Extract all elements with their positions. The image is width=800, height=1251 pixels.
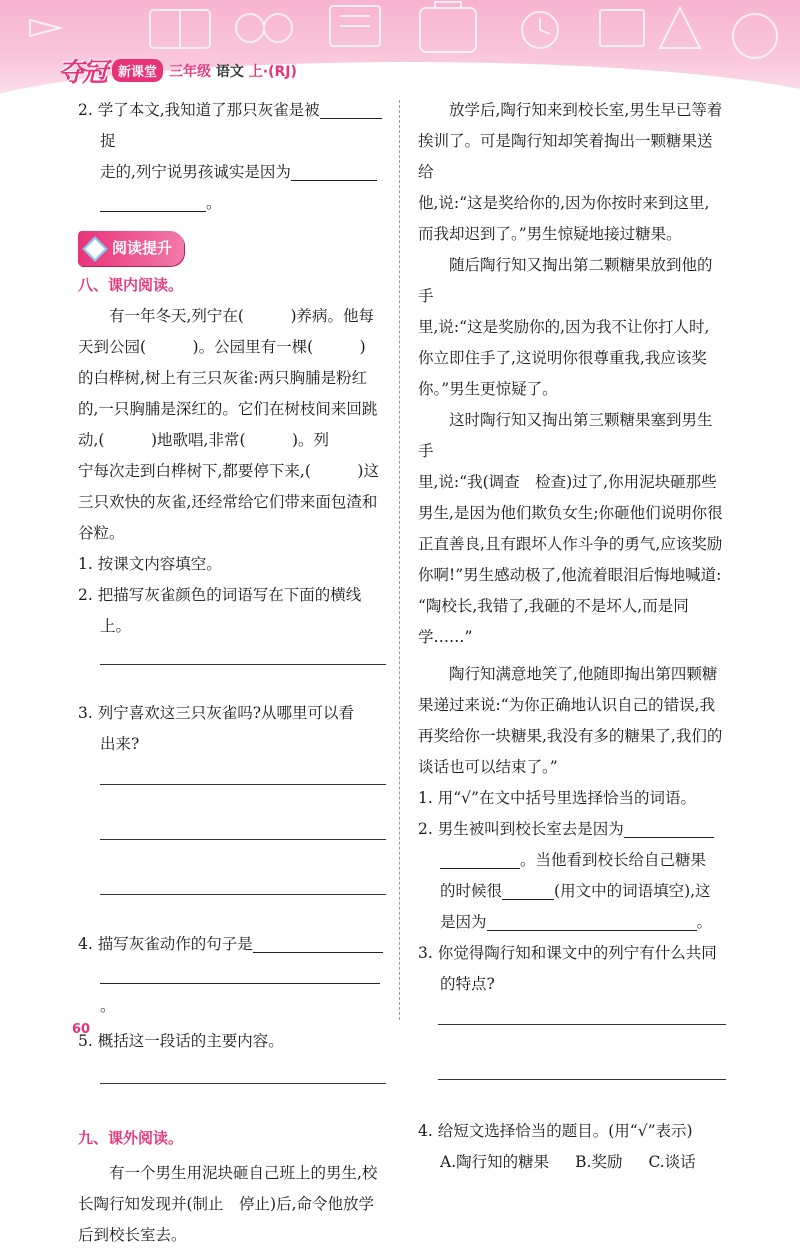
badge-label: 阅读提升 <box>112 239 173 257</box>
passage-2 <box>78 1158 386 1251</box>
passage-line: 果递过来说:“为你正确地认识自己的错误,我 <box>418 696 716 714</box>
answer-blank[interactable] <box>487 912 697 931</box>
q3-text-b: 的特点? <box>440 975 495 993</box>
right-question-4: 4. 给短文选择恰当的题目。(用“√”表示) <box>418 1122 693 1140</box>
q3-text-a: 3. 列宁喜欢这三只灰雀吗?从哪里可以看 <box>78 704 355 722</box>
answer-line-box[interactable] <box>418 1024 726 1055</box>
q3-text-b: 出来? <box>100 735 140 753</box>
right-column <box>418 95 726 1178</box>
passage-line: 宁每次走到白桦树下,都要停下来,( )这 <box>78 462 379 480</box>
subject-label: 语文 <box>215 63 244 80</box>
passage-line: 放学后,陶行知来到校长室,男生早已等着 <box>449 101 723 119</box>
passage-line: 随后陶行知又掏出第二颗糖果放到他的手 <box>418 256 713 305</box>
passage-line: 再奖给你一块糖果,我没有多的糖果了,我们的 <box>418 727 723 745</box>
q4-text: 4. 描写灰雀动作的句子是 <box>78 935 253 953</box>
passage-line: 而我却迟到了。”男生惊疑地接过糖果。 <box>418 225 682 243</box>
passage-line: 他,说:“这是奖给你的,因为你按时来到这里, <box>418 194 710 212</box>
answer-line-box[interactable] <box>78 894 386 925</box>
q2-text-c: 走的,列宁说男孩诚实是因为 <box>100 163 291 181</box>
q2-end: 。 <box>696 913 713 931</box>
right-question-3 <box>418 938 726 1000</box>
answer-blank[interactable] <box>291 162 377 181</box>
passage-line: 的,一只胸脯是深红的。它们在树枝间来回跳 <box>78 400 378 418</box>
passage-line: 动,( )地歌唱,非常( )。列 <box>78 431 330 449</box>
passage-line: 陶行知满意地笑了,他随即掏出第四颗糖 <box>449 665 718 683</box>
passage-line: 有一个男生用泥块砸自己班上的男生,校 <box>109 1164 378 1182</box>
answer-blank[interactable] <box>100 965 380 984</box>
answer-blank[interactable] <box>100 193 206 212</box>
left-question-1: 1. 按课文内容填空。 <box>78 555 222 573</box>
passage-2-continued <box>418 95 726 783</box>
answer-line-box[interactable] <box>78 839 386 870</box>
title-options <box>418 1147 726 1178</box>
passage-line: 男生,是因为他们欺负女生;你砸他们说明你很 <box>418 504 723 522</box>
section-8-title: 八、课内阅读。 <box>78 276 184 294</box>
brand-title: 夺冠 <box>58 58 107 88</box>
q2-text-d: (用文中的词语填空),这 <box>554 882 711 900</box>
answer-blank[interactable] <box>502 881 554 900</box>
section-9-title: 九、课外阅读。 <box>78 1129 184 1147</box>
q2-end: 。 <box>206 194 222 212</box>
option-b[interactable]: B.奖励 <box>575 1153 623 1171</box>
passage-line: 正直善良,且有跟坏人作斗争的勇气,应该奖励 <box>418 535 723 553</box>
passage-line: 这时陶行知又掏出第三颗糖果塞到男生手 <box>418 411 713 460</box>
passage-line: 有一年冬天,列宁在( )养病。他每 <box>109 307 375 325</box>
passage-line: 的白桦树,树上有三只灰雀:两只胸脯是粉红 <box>78 369 368 387</box>
passage-line: 长陶行知发现并(制止 停止)后,命令他放学 <box>78 1195 375 1213</box>
passage-1 <box>78 301 386 549</box>
q2-text-a: 2. 学了本文,我知道了那只灰雀是被 <box>78 101 320 119</box>
answer-blank[interactable] <box>624 819 714 838</box>
q2-text-b: 捉 <box>100 132 116 150</box>
passage-line: 学……” <box>418 628 473 646</box>
answer-line-box[interactable] <box>78 1083 386 1117</box>
q4-end: 。 <box>100 997 116 1015</box>
answer-blank[interactable] <box>253 934 383 953</box>
header-banner <box>0 0 800 110</box>
left-question-2b: 2. 把描写灰雀颜色的词语写在下面的横线上。 <box>78 586 362 635</box>
left-column <box>78 95 386 1251</box>
passage-line: 挨训了。可是陶行知却笑着掏出一颗糖果送给 <box>418 132 713 181</box>
passage-line: 谷粒。 <box>78 524 125 542</box>
column-divider <box>399 100 400 1020</box>
answer-line-box[interactable] <box>78 784 386 815</box>
right-question-2 <box>418 814 726 938</box>
left-question-3 <box>78 698 386 760</box>
q3-text-a: 3. 你觉得陶行知和课文中的列宁有什么共同 <box>418 944 717 962</box>
passage-line: “陶校长,我错了,我砸的不是坏人,而是同 <box>418 597 689 615</box>
answer-line-box[interactable] <box>78 664 386 694</box>
grade-label: 三年级 <box>169 63 212 80</box>
q2-text-e: 是因为 <box>440 913 487 931</box>
left-question-5: 5. 概括这一段话的主要内容。 <box>78 1032 284 1050</box>
answer-blank[interactable] <box>320 100 382 119</box>
q2-text-b: 。当他看到校长给自己糖果 <box>520 851 707 869</box>
term-label: 上·(RJ) <box>248 63 297 80</box>
passage-line: 里,说:“这是奖励你的,因为我不让你打人时, <box>418 318 710 336</box>
option-a[interactable]: A.陶行知的糖果 <box>440 1153 550 1171</box>
diamond-icon <box>82 236 107 261</box>
passage-line: 你。”男生更惊疑了。 <box>418 380 558 398</box>
left-question-4 <box>78 929 386 1022</box>
option-c[interactable]: C.谈话 <box>648 1153 696 1171</box>
passage-line: 谈话也可以结束了。” <box>418 758 558 776</box>
passage-line: 后到校长室去。 <box>78 1226 187 1244</box>
passage-line: 你啊!”男生感动极了,他流着眼泪后悔地喊道: <box>418 566 722 584</box>
reading-section-badge <box>78 231 184 266</box>
q2-text-a: 2. 男生被叫到校长室去是因为 <box>418 820 624 838</box>
brand-subtitle: 新课堂 <box>112 59 163 82</box>
passage-line: 你立即住手了,这说明你很尊重我,我应该奖 <box>418 349 707 367</box>
q2-text-c: 的时候很 <box>440 882 503 900</box>
passage-line: 里,说:“我(调查 检查)过了,你用泥块砸那些 <box>418 473 717 491</box>
answer-blank[interactable] <box>440 850 520 869</box>
right-question-1: 1. 用“√”在文中括号里选择恰当的词语。 <box>418 789 696 807</box>
book-info <box>169 61 297 81</box>
passage-line: 天到公园( )。公园里有一棵( ) <box>78 338 366 356</box>
page-number: 60 <box>72 1022 91 1037</box>
passage-line: 三只欢快的灰雀,还经常给它们带来面包渣和 <box>78 493 378 511</box>
answer-line-box[interactable] <box>418 1079 726 1110</box>
left-question-2 <box>78 95 386 219</box>
brand-logo <box>58 52 297 89</box>
